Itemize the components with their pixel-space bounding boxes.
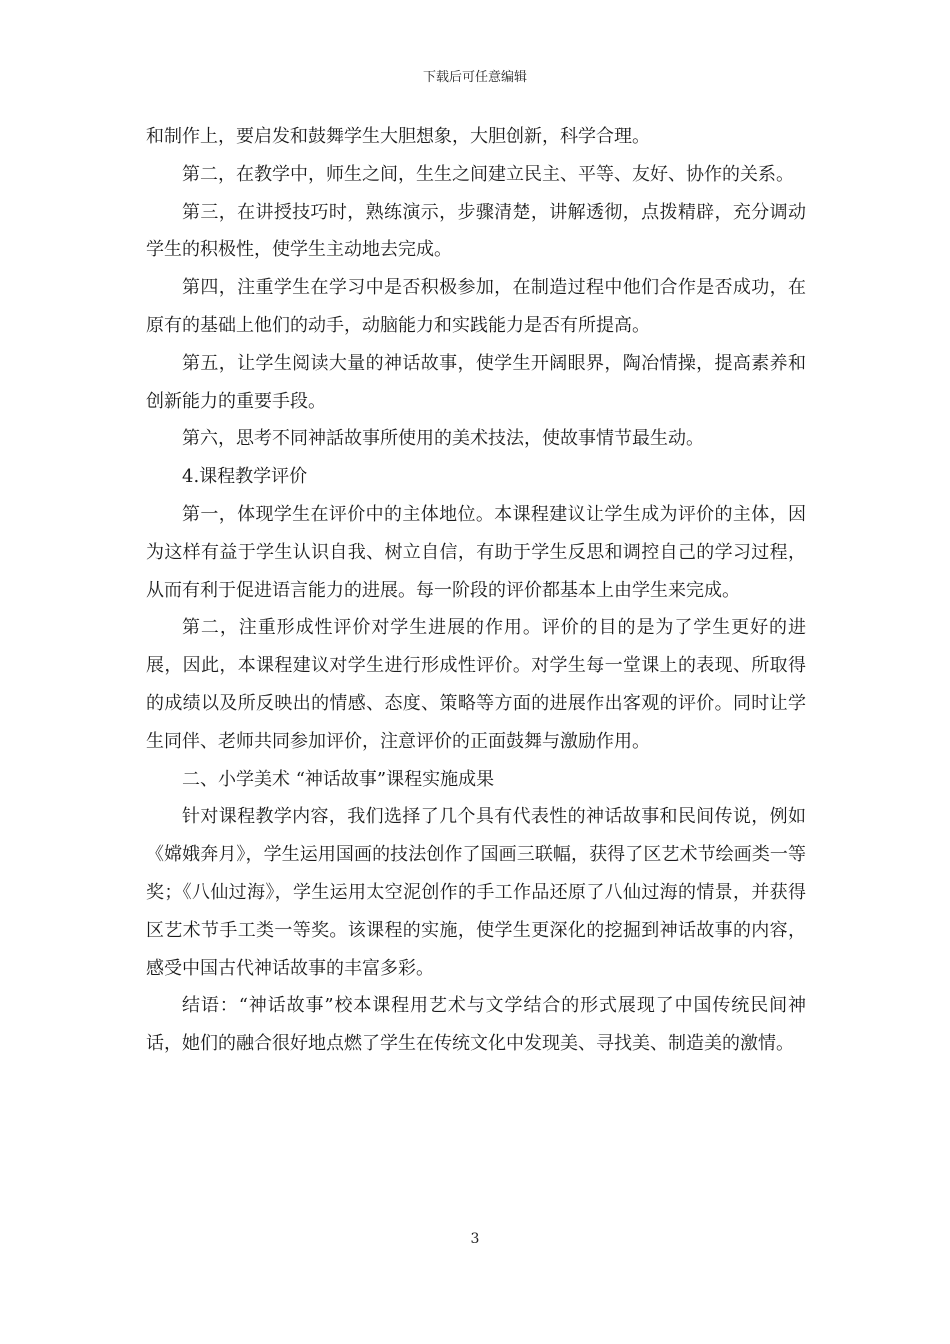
document-body (146, 118, 806, 1063)
paragraph-evaluation-1: 第一，体现学生在评价中的主体地位。本课程建议让学生成为评价的主体，因为这样有益于学生认识自我、树立自信，有助于学生反思和调控自己的学习过程，从而有利于促进语言能力的进展。每一阶段的评价都基本上由学生来完成。 (146, 503, 806, 601)
paragraph-point-5: 第五，让学生阅读大量的神话故事，使学生开阔眼界，陶冶情操，提高素养和创新能力的重要手段。 (146, 352, 806, 412)
paragraph-point-6: 第六，思考不同神話故事所使用的美术技法，使故事情节最生动。 (182, 428, 704, 450)
page-header-note: 下载后可任意编辑 (422, 70, 527, 85)
paragraph-point-3: 第三，在讲授技巧时，熟练演示，步骤清楚，讲解透彻，点拨精辟，充分调动学生的积极性，使学生主动地去完成。 (146, 201, 806, 261)
paragraph-results: 针对课程教学内容，我们选择了几个具有代表性的神话故事和民间传说，例如《嫦娥奔月》，学生运用国画的技法创作了国画三联幅，获得了区艺术节绘画类一等奖；《八仙过海》，学生运用太空泥创作的手工作品还原了八仙过海的情景，并获得区艺术节手工类一等奖。该课程的实施，使学生更深化的挖掘到神话故事的内容，感受中国古代神话故事的丰富多彩。 (146, 806, 806, 979)
section-heading-evaluation: 4.课程教学评价 (182, 466, 308, 488)
paragraph-evaluation-2: 第二，注重形成性评价对学生进展的作用。评价的目的是为了学生更好的进展，因此，本课程建议对学生进行形成性评价。对学生每一堂课上的表现、所取得的成绩以及所反映出的情感、态度、策略等方面的进展作出客观的评价。同时让学生同伴、老师共同参加评价，注意评价的正面鼓舞与激励作用。 (146, 617, 806, 752)
paragraph-point-2: 第二，在教学中，师生之间，生生之间建立民主、平等、友好、协作的关系。 (182, 163, 794, 185)
paragraph-point-4: 第四，注重学生在学习中是否积极参加，在制造过程中他们合作是否成功，在原有的基础上他们的动手，动脑能力和实践能力是否有所提高。 (146, 277, 806, 336)
section-heading-results: 二、小学美术 “神话故事”课程实施成果 (182, 768, 495, 790)
page-number: 3 (470, 1231, 480, 1247)
paragraph-continuation: 和制作上，要启发和鼓舞学生大胆想象，大胆创新，科学合理。 (146, 126, 650, 147)
paragraph-conclusion: 结语：“神话故事”校本课程用艺术与文学结合的形式展现了中国传统民间神话，她们的融合很好地点燃了学生在传统文化中发现美、寻找美、制造美的激情。 (146, 995, 806, 1055)
